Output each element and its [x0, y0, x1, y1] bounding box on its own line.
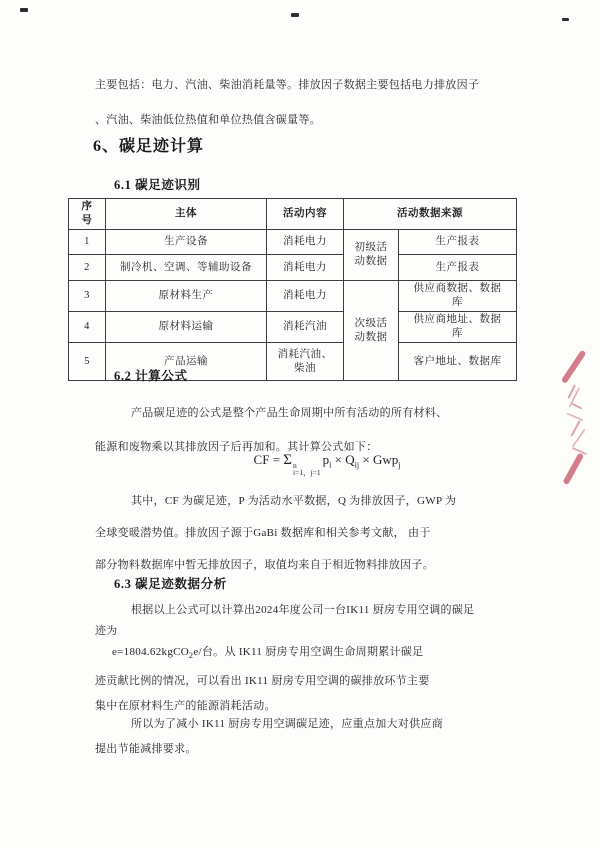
section-6-1-heading: 6.1 碳足迹识别: [114, 178, 201, 192]
table-row: [69, 281, 517, 312]
scan-speck: [20, 8, 28, 12]
footprint-identification-table: [68, 198, 517, 381]
paragraph-line: 提出节能减排要求。: [95, 743, 197, 755]
paragraph-line: 根据以上公式可以计算出2024年度公司一台IK11 厨房专用空调的碳足: [131, 604, 475, 616]
scan-speck: [562, 18, 569, 21]
intro-paragraph: [95, 68, 479, 138]
cell-subject: 生产设备: [106, 230, 267, 255]
col-header-source: 活动数据来源: [344, 199, 517, 230]
formula-sigma: Σ: [283, 452, 293, 468]
cell-subject: 制冷机、空调、等辅助设备: [106, 255, 267, 281]
section-6-heading: 6、碳足迹计算: [93, 138, 205, 155]
emission-value-subscript: 2: [189, 651, 194, 661]
cell-subject: 产品运输: [106, 343, 267, 381]
cell-source: 供应商地址、数据库: [399, 312, 517, 343]
emission-value-prefix: e=1804.62kgCO: [112, 646, 190, 658]
section-6-2-heading: 6.2 计算公式: [114, 369, 188, 383]
paragraph-line: 能源和废物乘以其排放因子后再加和。其计算公式如下：: [95, 441, 378, 453]
formula-equals: =: [269, 452, 284, 467]
paragraph-line: 部分物料数据库中暂无排放因子，取值均来自于相近物料排放因子。: [95, 559, 434, 571]
table-header-row: [69, 199, 517, 230]
section-6-3-heading: 6.3 碳足迹数据分析: [114, 577, 227, 591]
scan-speck: [291, 13, 299, 17]
cell-activity: 消耗汽油: [267, 312, 344, 343]
cell-activity: 消耗电力: [267, 281, 344, 312]
cell-no: 3: [69, 281, 106, 312]
analysis-paragraph-3: [95, 712, 443, 762]
formula-term-q: Q: [345, 452, 355, 467]
intro-line: 主要包括：电力、汽油、柴油消耗量等。排放因子数据主要包括电力排放因子: [95, 79, 480, 91]
formula-term-p: p: [322, 452, 330, 467]
formula-term-gwp-sub: j: [398, 460, 401, 470]
col-header-no: 序号: [69, 199, 106, 230]
cell-source: 生产报表: [399, 255, 517, 281]
analysis-paragraph-2: [95, 640, 430, 720]
carbon-footprint-formula: [95, 452, 559, 476]
paragraph-line: 迹贡献比例的情况，可以看出 IK11 厨房专用空调的碳排放环节主要: [95, 674, 430, 687]
cell-activity: 消耗汽油、柴油: [267, 343, 344, 381]
cell-no: 2: [69, 255, 106, 281]
cell-no: 1: [69, 230, 106, 255]
formula-lhs: CF: [253, 452, 270, 467]
emission-value-suffix: e/台。从 IK11 厨房专用空调生命周期累计碳足: [193, 646, 424, 658]
col-header-activity: 活动内容: [267, 199, 344, 230]
cell-activity: 消耗电力: [267, 230, 344, 255]
cell-source: 客户地址、数据库: [399, 343, 517, 381]
cell-source: 生产报表: [399, 230, 517, 255]
paragraph-line: 所以为了减小 IK11 厨房专用空调碳足迹，应重点加大对供应商: [131, 718, 443, 730]
intro-line: 、汽油、柴油低位热值和单位热值含碳量等。: [95, 114, 321, 126]
formula-term-p-sub: i: [329, 460, 332, 470]
paragraph-line: 产品碳足迹的公式是整个产品生命周期中所有活动的所有材料、: [131, 407, 448, 419]
formula-term-gwp: Gwp: [372, 452, 399, 467]
table-row: [69, 312, 517, 343]
paragraph-line: 迹为: [95, 625, 118, 637]
paragraph-line: 其中，CF 为碳足迹，P 为活动水平数据，Q 为排放因子，GWP 为: [131, 495, 457, 507]
cell-subject: 原材料运输: [106, 312, 267, 343]
cell-source: 供应商数据、数据库: [399, 281, 517, 312]
cell-activity: 消耗电力: [267, 255, 344, 281]
cell-group-primary: 初级活动数据: [344, 230, 399, 281]
paragraph-line: 全球变暖潜势值。排放因子源于GaBi 数据库和相关参考文献， 由于: [95, 527, 431, 539]
cell-no: 5: [69, 343, 106, 381]
formula-sigma-sub: i=1，j=1: [293, 468, 321, 477]
formula-explanation-paragraph: [95, 485, 456, 581]
table-row: [69, 230, 517, 255]
table-row: [69, 255, 517, 281]
cell-group-secondary: 次级活动数据: [344, 281, 399, 381]
analysis-paragraph-1: [95, 600, 474, 642]
col-header-subject: 主体: [106, 199, 267, 230]
cell-subject: 原材料生产: [106, 281, 267, 312]
cell-no: 4: [69, 312, 106, 343]
formula-times: ×: [331, 452, 346, 467]
formula-sigma-sup: n: [293, 461, 297, 470]
paragraph-line: 集中在原材料生产的能源消耗活动。: [95, 700, 276, 713]
formula-times: ×: [359, 452, 373, 467]
formula-term-q-sub: ij: [354, 460, 360, 470]
paragraph-line: [95, 640, 430, 669]
